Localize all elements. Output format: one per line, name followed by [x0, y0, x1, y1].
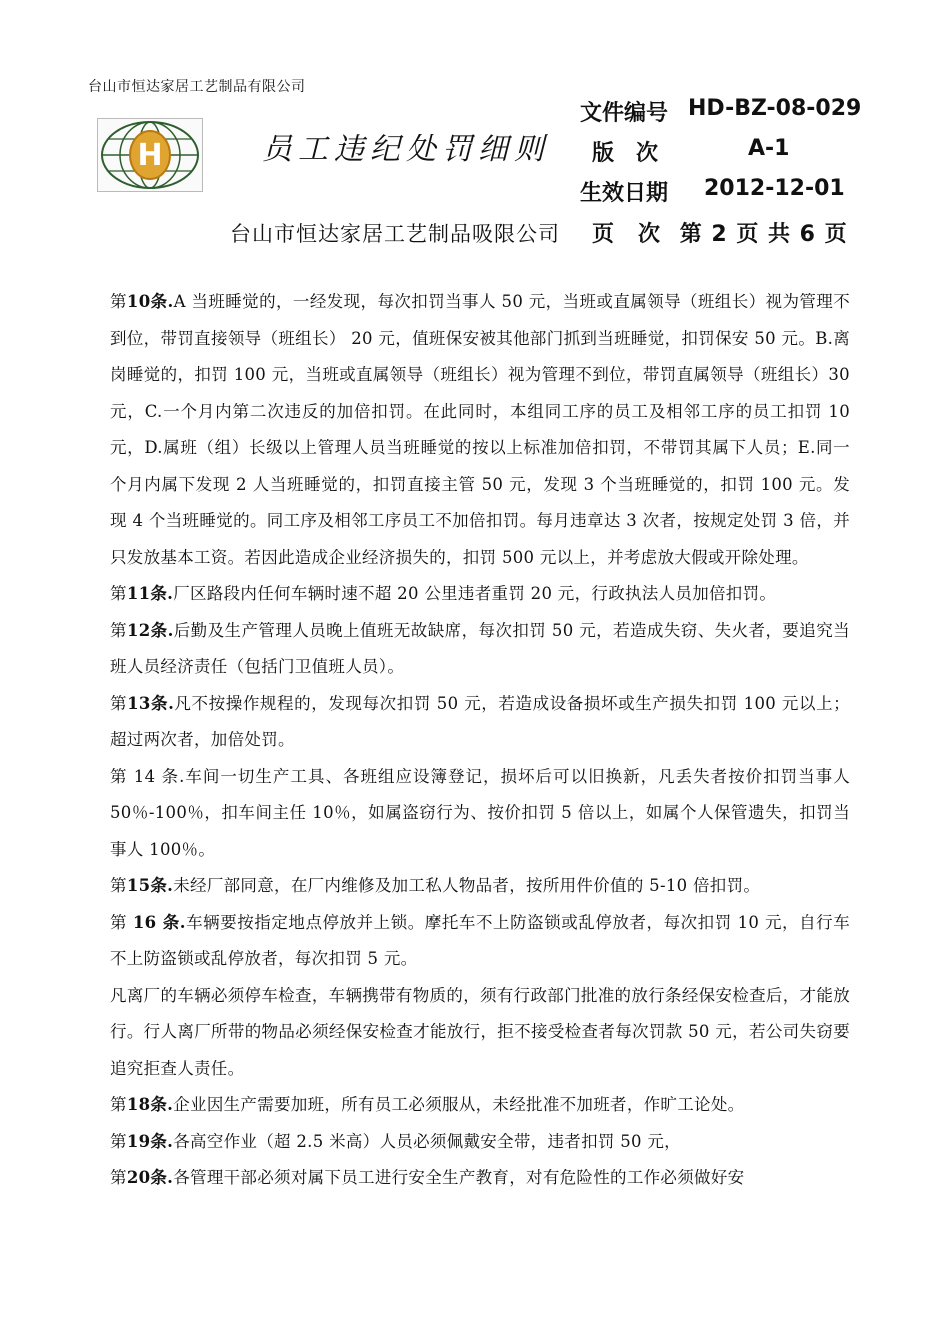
- company-logo: [97, 118, 203, 192]
- article-13: 第13条.凡不按操作规程的，发现每次扣罚 50 元，若造成设备损坏或生产损失扣罚 100 元以上；超过两次者，加倍处罚。: [110, 693, 850, 749]
- article-10: 第10条.A 当班睡觉的，一经发现，每次扣罚当事人 50 元，当班或直属领导（班组长）视为管理不到位，带罚直接领导（班组长） 20 元，值班保安被其他部门抓到当班睡觉，扣罚保安 50 元。B.离岗睡觉的，扣罚 100 元，当班或直属领导（班组长）视为管理不到位，带罚直属领导（班组长）30 元，C.一个月内第二次违反的加倍扣罚。在此同时，本组同工序的员工及相邻工序的员工扣罚 10 元，D.属班（组）长级以上管理人员当班睡觉的按以上标准加倍扣罚，不带罚其属下人员；E.同一个月内属下发现 2 人当班睡觉的，扣罚直接主管 50 元，发现 3 个当班睡觉的，扣罚 100 元。发现 4 个当班睡觉的。同工序及相邻工序员工不加倍扣罚。每月违章达 3 次者，按规定处罚 3 倍，并只发放基本工资。若因此造成企业经济损失的，扣罚 500 元以上，并考虑放大假或开除处理。: [110, 292, 850, 567]
- article-14: 第 14 条.车间一切生产工具、各班组应设簿登记，损坏后可以旧换新，凡丢失者按价扣罚当事人 50％-100％，扣车间主任 10％，如属盗窃行为、按价扣罚 5 倍以上，如属个人保管遗失，扣罚当事人 100％。: [110, 766, 850, 859]
- doc-number-value: HD-BZ-08-029: [688, 96, 862, 121]
- article-20: 第20条.各管理干部必须对属下员工进行安全生产教育，对有危险性的工作必须做好安: [110, 1168, 745, 1187]
- article-15: 第15条.未经厂部同意，在厂内维修及加工私人物品者，按所用件价值的 5-10 倍扣罚。: [110, 876, 761, 895]
- page-info: [592, 217, 858, 248]
- article-19: 第19条.各高空作业（超 2.5 米高）人员必须佩戴安全带，违者扣罚 50 元，: [110, 1131, 681, 1151]
- article-16: 第 16 条.车辆要按指定地点停放并上锁。摩托车不上防盗锁或乱停放者，每次扣罚 10 元，自行车不上防盗锁或乱停放者，每次扣罚 5 元。: [110, 912, 850, 968]
- article-17: 凡离厂的车辆必须停车检查，车辆携带有物质的，须有行政部门批准的放行条经保安检查后，才能放行。行人离厂所带的物品必须经保安检查才能放行，拒不接受检查者每次罚款 50 元，若公司失窃要追究拒查人责任。: [110, 985, 850, 1078]
- articles-body: [110, 284, 850, 1197]
- doc-number-label: 文件编号: [580, 101, 669, 126]
- page-value: 第 2 页 共 6 页: [679, 222, 848, 247]
- effective-date-label: 生效日期: [580, 181, 669, 206]
- effective-date-value: 2012-12-01: [704, 176, 845, 201]
- page-label: 页 次: [592, 222, 662, 247]
- version-label: 版 次: [592, 141, 659, 166]
- article-11: 第11条.厂区路段内任何车辆时速不超 20 公里违者重罚 20 元，行政执法人员加倍扣罚。: [110, 584, 777, 603]
- article-18: 第18条.企业因生产需要加班，所有员工必须服从，未经批准不加班者，作旷工论处。: [110, 1095, 745, 1114]
- company-name-line: 台山市恒达家居工艺制品吸限公司: [230, 222, 560, 246]
- article-12: 第12条.后勤及生产管理人员晚上值班无故缺席，每次扣罚 50 元，若造成失窃、失火者，要追究当班人员经济责任（包括门卫值班人员）。: [110, 620, 850, 676]
- version-value: A-1: [748, 136, 790, 161]
- svg-text:H: H: [137, 138, 163, 173]
- document-title: 员工违纪处罚细则: [262, 132, 550, 167]
- company-name-small: 台山市恒达家居工艺制品有限公司: [88, 79, 306, 95]
